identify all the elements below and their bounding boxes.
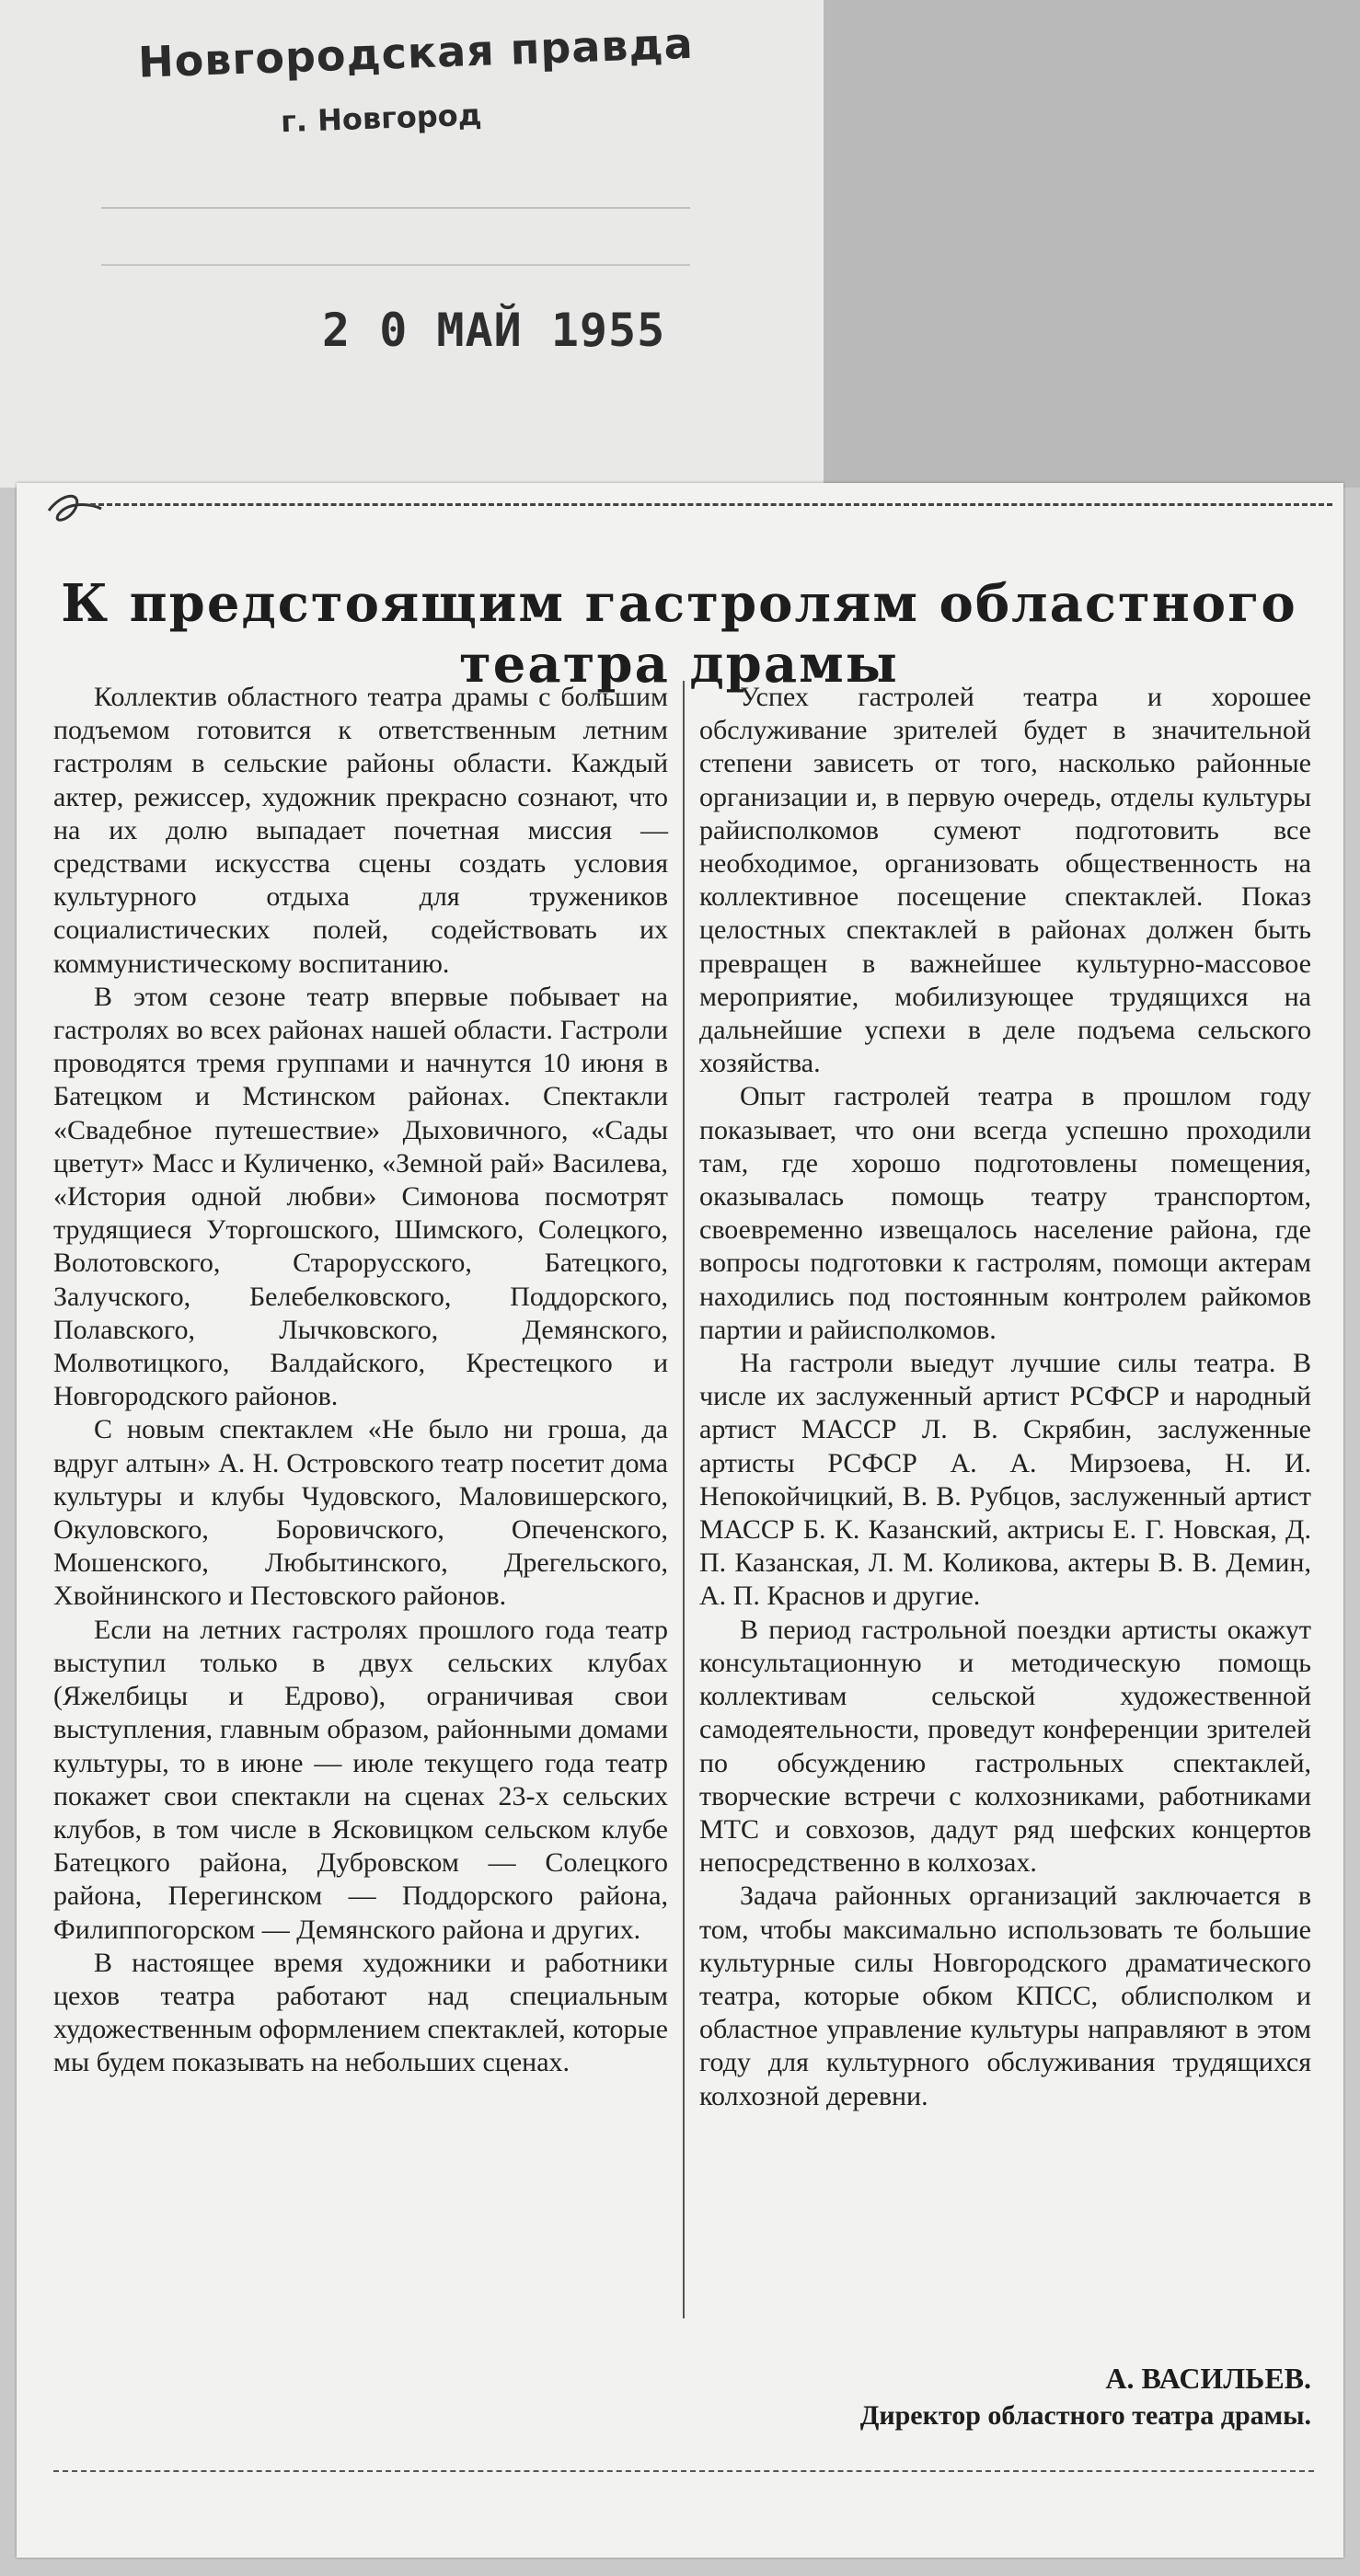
column-divider [683, 681, 685, 2318]
paragraph: В настоящее время художники и работники цехов театра работают над специальным художественным оформлением спектаклей, которые мы будем показывать на небольших сценах. [53, 1947, 668, 2078]
faded-stamp-lines [101, 207, 690, 266]
paragraph: Успех гастролей театра и хорошее обслуживание зрителей будет в значительной степени зависеть от того, насколько районные организации и, в первую очередь, отделы культуры райисполкомов сумеют подготовить все необходимое, организовать общественность на коллективное посещение спектаклей. Показ целостных спектаклей в районах должен быть превращен в важнейшее культурно-массовое мероприятие, мобилизующее трудящихся на дальнейшие успехи в деле подъема сельского хозяйства. [699, 682, 1311, 1079]
paragraph: В этом сезоне театр впервые побывает на гастролях во всех районах нашей области. Гастроли проводятся тремя группами и начнутся 10 июня в Батецком и Мстинском районах. Спектакли «Свадебное путешествие» Дыховичного, «Сады цветут» Масс и Куличенко, «Земной рай» Василева, «История одной любви» Симонова посмотрят трудящиеся Уторгошского, Шимского, Солецкого, Волотовского, Старорусского, Батецкого, Залучского, Белебелковского, Поддорского, Полавского, Лычковского, Демянского, Молвотицкого, Валдайского, Крестецкого и Новгородского районов. [53, 981, 668, 1412]
background-strip [824, 0, 1360, 488]
left-column [53, 681, 668, 2080]
paragraph: С новым спектаклем «Не было ни гроша, да вдруг алтын» А. Н. Островского театр посетит дома культуры и клубы Чудовского, Маловишерского, Окуловского, Боровичского, Опеченского, Мошенского, Любытинского, Дрегельского, Хвойнинского и Пестовского районов. [53, 1414, 668, 1612]
bottom-rule [53, 2470, 1314, 2472]
top-rule [90, 503, 1332, 506]
squiggle-mark-icon [44, 483, 109, 529]
stamp-city: г. Новгород [280, 97, 483, 140]
stamp-newspaper-name: Новгородская правда [137, 17, 695, 87]
paragraph: Коллектив областного театра драмы с большим подъемом готовится к ответственным летним гастролям в сельские районы области. Каждый актер, режиссер, художник прекрасно сознают, что на их долю выпадает почетная миссия — средствами искусства сцены создать условия культурного отдыха для тружеников социалистических полей, содействовать их коммунистическому воспитанию. [53, 682, 668, 979]
article-headline: К предстоящим гастролям областного театра драмы [61, 572, 1297, 695]
author-position: Директор областного театра драмы. [859, 2400, 1311, 2431]
stamp-date: 2 0 МАЙ 1955 [322, 304, 666, 357]
paragraph: Если на летних гастролях прошлого года театр выступил только в двух сельских клубах (Яжелбицы и Едрово), ограничивая свои выступления, главным образом, районными домами культуры, то в июне — июле текущего года театр покажет свои спектакли на сценах 23-х сельских клубов, в том числе в Ясковицком сельском клубе Батецкого района, Дубровском — Солецкого района, Перегинском — Поддорского района, Филиппогорском — Демянского района и других. [53, 1614, 668, 1945]
clipping-stamp-area [0, 0, 824, 488]
right-column [699, 681, 1311, 2113]
paragraph: Задача районных организаций заключается в том, чтобы максимально использовать те большие культурные силы Новгородского драматического театра, которые обком КПСС, облисполком и областное управление культуры направляют в этом году для культурного обслуживания трудящихся колхозной деревни. [699, 1880, 1311, 2111]
paragraph: На гастроли выедут лучшие силы театра. В числе их заслуженный артист РСФСР и народный артист МАССР Л. В. Скрябин, заслуженные артисты РСФСР А. А. Мирзоева, Н. И. Непокойчицкий, В. В. Рубцов, заслуженный артист МАССР Б. К. Казанский, актрисы Е. Г. Новская, Д. П. Казанская, Л. М. Коликова, актеры В. В. Демин, А. П. Краснов и другие. [699, 1348, 1311, 1612]
author-signature: А. ВАСИЛЬЕВ. [1105, 2362, 1311, 2395]
paragraph: В период гастрольной поездки артисты окажут консультационную и методическую помощь коллективам сельской художественной самодеятельности, проведут конференции зрителей по обсуждению гастрольных спектаклей, творческие встречи с колхозниками, работниками МТС и совхозов, дадут ряд шефских концертов непосредственно в колхозах. [699, 1614, 1311, 1879]
newspaper-clipping [17, 483, 1343, 2558]
paragraph: Опыт гастролей театра в прошлом году показывает, что они всегда успешно проходили там, где хорошо подготовлены помещения, оказывалась помощь театру транспортом, своевременно извещалось население района, где вопросы подготовки к гастролям, помощи актерам находились под постоянным контролем райкомов партии и райисполкомов. [699, 1081, 1311, 1345]
